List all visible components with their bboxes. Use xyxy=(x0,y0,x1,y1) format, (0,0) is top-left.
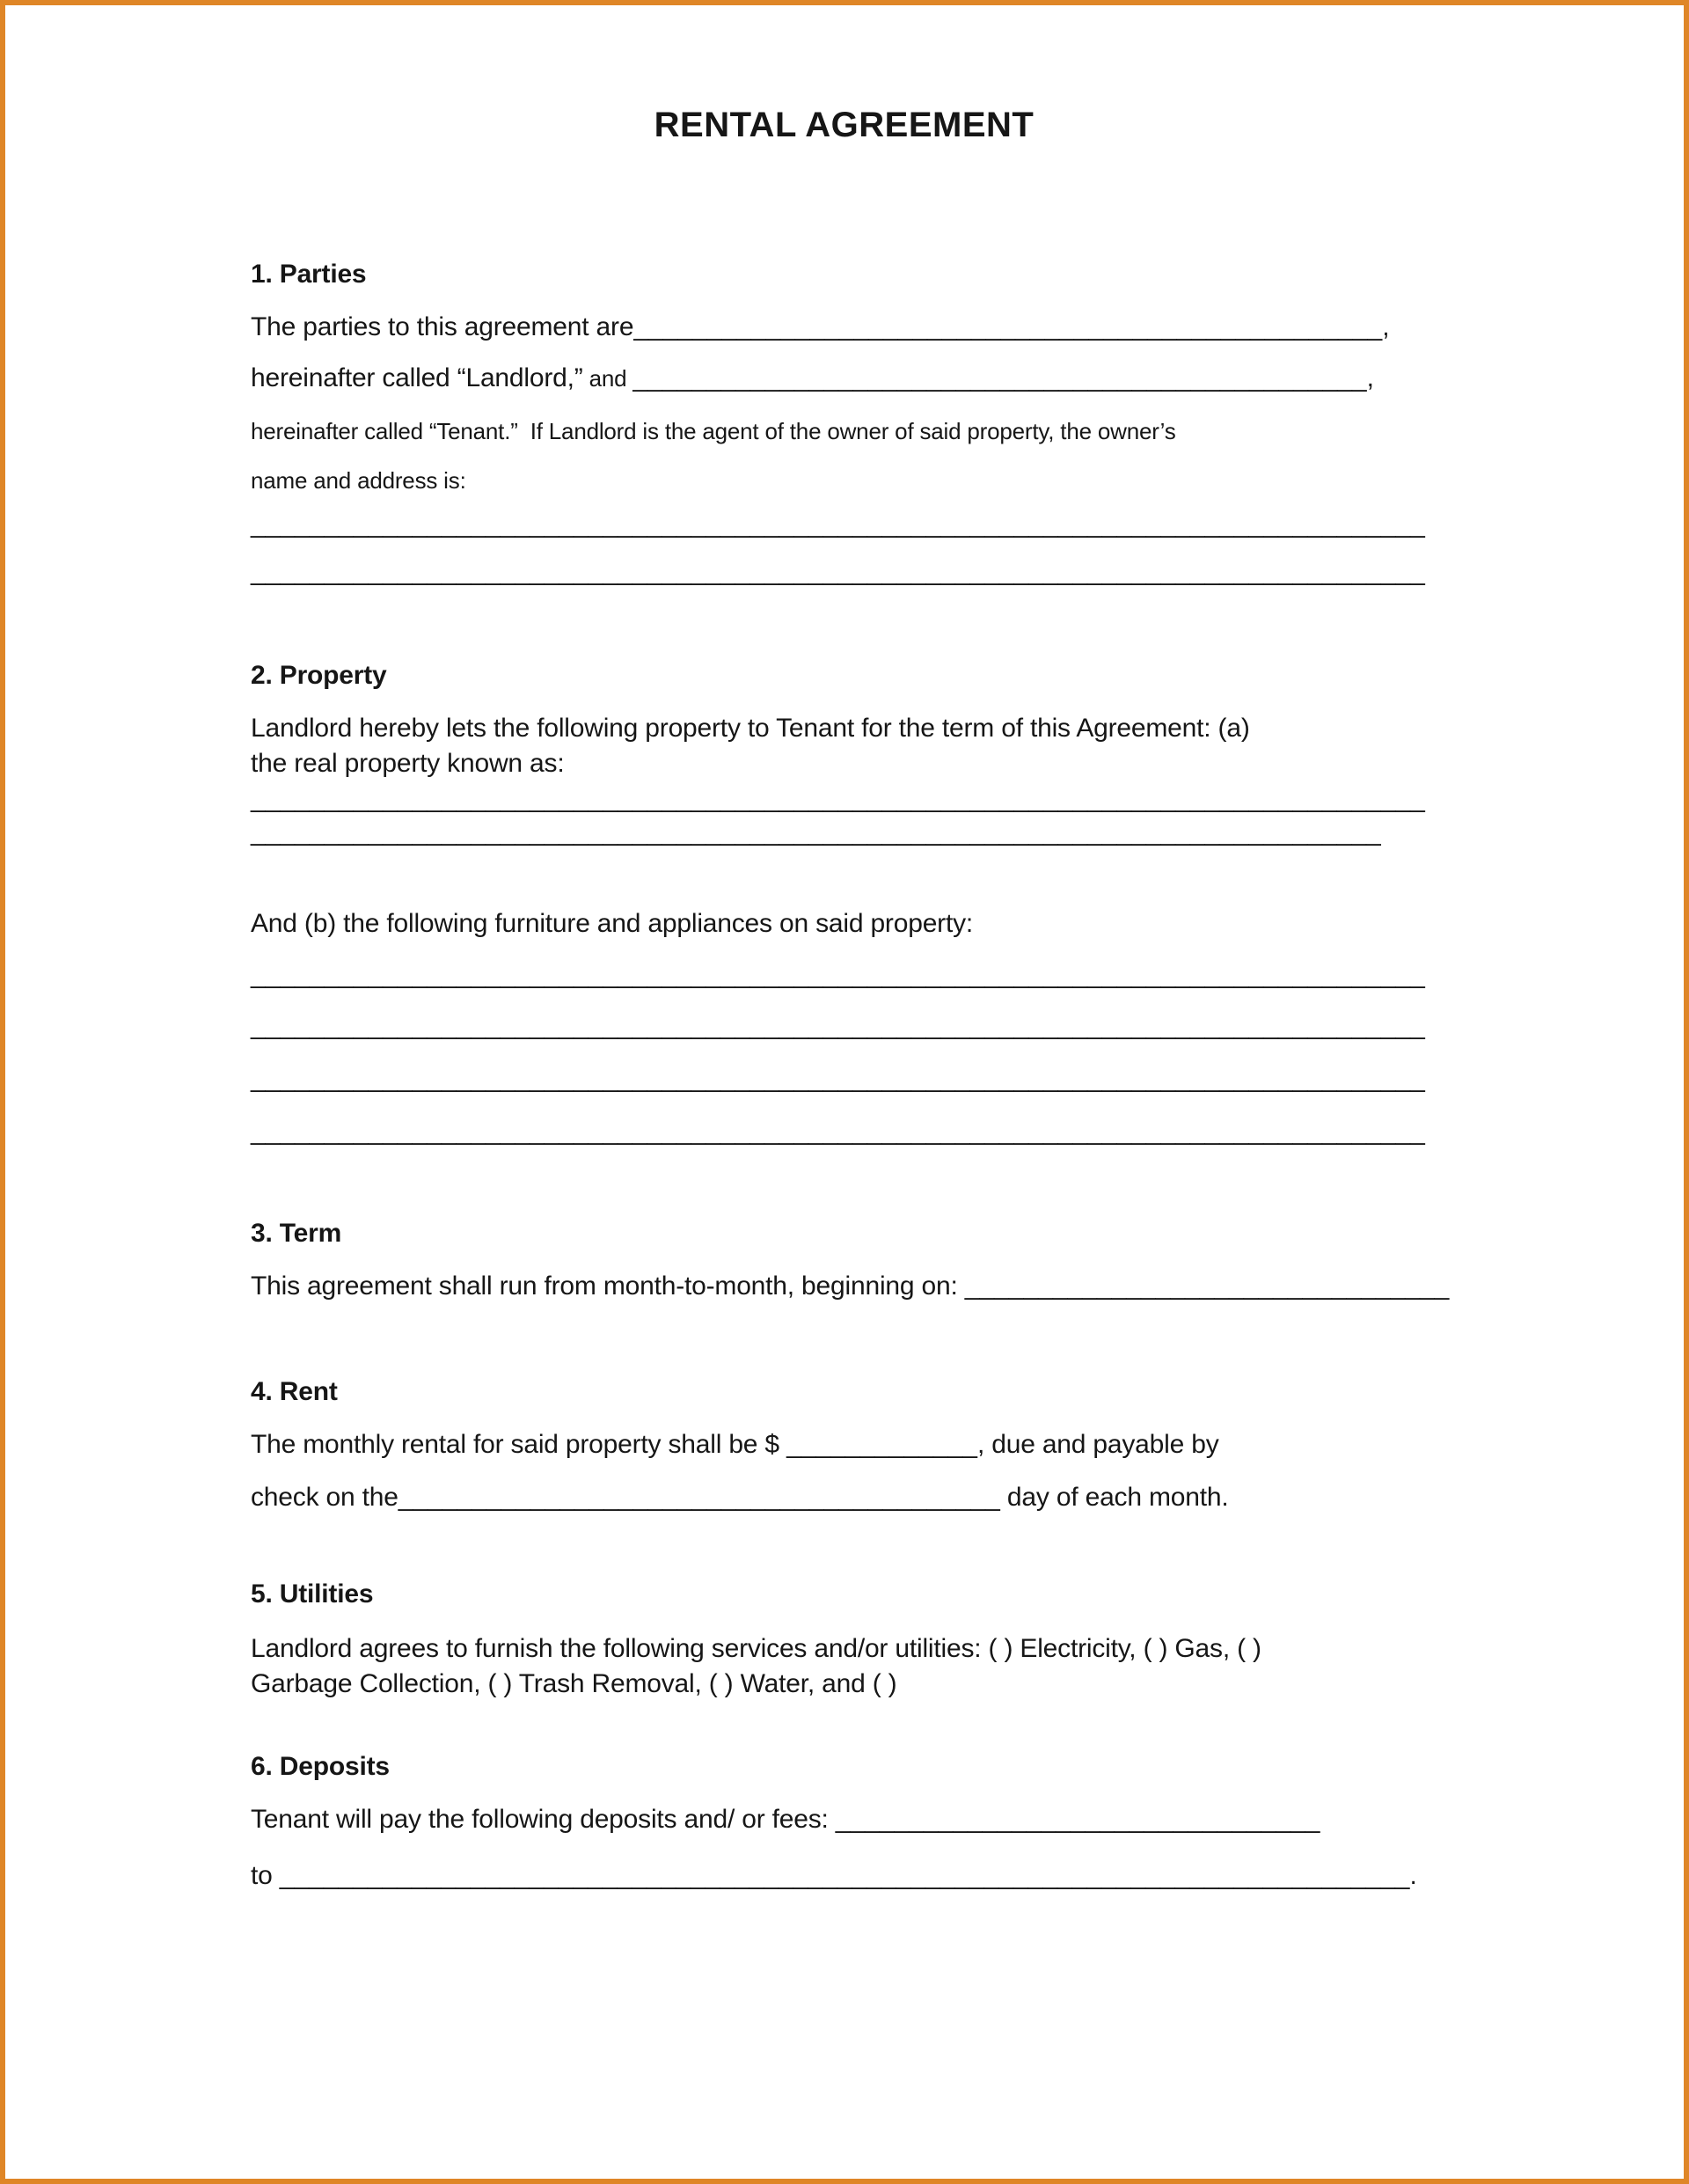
line-text: This agreement shall run from month-to-month, beginning on: xyxy=(251,1272,965,1301)
line-text: The parties to this agreement are xyxy=(251,312,634,341)
line-text: hereinafter called “Landlord,” xyxy=(251,363,583,392)
blank-field-furniture-2[interactable]: ________________________________________________________________________________ xyxy=(251,1011,1425,1040)
paragraph-line xyxy=(251,1271,1450,1302)
blank-field-tenant-name[interactable]: __________________________________________________ xyxy=(632,363,1367,392)
line-text: . xyxy=(1409,1861,1417,1890)
paragraph-line xyxy=(251,1429,1437,1461)
blank-field-real-property-2[interactable]: _____________________________________________________________________________ xyxy=(251,817,1381,846)
paragraph-line xyxy=(251,1860,1437,1892)
line-text: to xyxy=(251,1861,280,1890)
blank-field-deposit-fees[interactable]: _________________________________ xyxy=(835,1805,1320,1834)
paragraph-line: Landlord agrees to furnish the following services and/or utilities: ( ) Electricity, ( ) Gas, ( ) xyxy=(251,1634,1261,1663)
document-title: RENTAL AGREEMENT xyxy=(654,106,1035,144)
paragraph-line xyxy=(251,363,1437,394)
blank-line xyxy=(251,1010,1437,1042)
blank-field-rent-amount[interactable]: _____________ xyxy=(786,1430,977,1459)
section-heading-property: 2. Property xyxy=(251,661,387,690)
line-text: Tenant will pay the following deposits and/ or fees: xyxy=(251,1805,836,1834)
paragraph-line: name and address is: xyxy=(251,467,466,494)
document-content xyxy=(5,104,1684,1892)
blank-line xyxy=(251,783,1437,815)
blank-field-rent-day[interactable]: _________________________________________ xyxy=(398,1483,1000,1512)
blank-line xyxy=(251,817,1437,848)
blank-line xyxy=(251,1063,1437,1095)
line-text: , due and payable by xyxy=(976,1430,1219,1459)
blank-line xyxy=(251,959,1437,991)
blank-field-furniture-3[interactable]: ________________________________________________________________________________ xyxy=(251,1064,1425,1093)
section-heading-deposits: 6. Deposits xyxy=(251,1752,390,1781)
paragraph-line: And (b) the following furniture and appliances on said property: xyxy=(251,909,974,938)
line-text: and xyxy=(582,365,633,392)
paragraph-line: Landlord hereby lets the following property to Tenant for the term of this Agreement: (a) xyxy=(251,714,1250,743)
line-text: , xyxy=(1382,312,1390,341)
blank-field-begin-date[interactable]: _________________________________ xyxy=(964,1272,1450,1301)
line-text: day of each month. xyxy=(999,1483,1229,1512)
paragraph-line: the real property known as: xyxy=(251,749,565,778)
section-heading-parties: 1. Parties xyxy=(251,260,367,289)
line-text: check on the xyxy=(251,1483,398,1512)
blank-field-deposit-payee[interactable]: _____________________________________________________________________________ xyxy=(279,1861,1410,1890)
blank-field-furniture-4[interactable]: ________________________________________________________________________________ xyxy=(251,1117,1425,1146)
paragraph-line: Garbage Collection, ( ) Trash Removal, ( ) Water, and ( ) xyxy=(251,1669,897,1698)
blank-field-owner-address-2[interactable]: ________________________________________________________________________________ xyxy=(251,557,1425,586)
blank-field-real-property-1[interactable]: ________________________________________________________________________________ xyxy=(251,784,1425,813)
paragraph-line xyxy=(251,1482,1437,1513)
paragraph-line: hereinafter called “Tenant.” If Landlord is the agent of the owner of said property, the owner’s xyxy=(251,418,1176,444)
paragraph-line xyxy=(251,1804,1437,1836)
paragraph-line xyxy=(251,311,1437,343)
blank-line xyxy=(251,556,1437,588)
line-text: , xyxy=(1366,363,1374,392)
line-text: The monthly rental for said property shall be $ xyxy=(251,1430,787,1459)
blank-field-owner-address-1[interactable]: ________________________________________________________________________________ xyxy=(251,509,1425,539)
blank-line xyxy=(251,509,1437,540)
blank-line xyxy=(251,1116,1437,1147)
section-heading-utilities: 5. Utilities xyxy=(251,1579,374,1609)
blank-field-landlord-name[interactable]: ___________________________________________________ xyxy=(633,312,1383,341)
section-heading-term: 3. Term xyxy=(251,1219,342,1248)
section-heading-rent: 4. Rent xyxy=(251,1377,338,1406)
blank-field-furniture-1[interactable]: ________________________________________________________________________________ xyxy=(251,960,1425,989)
